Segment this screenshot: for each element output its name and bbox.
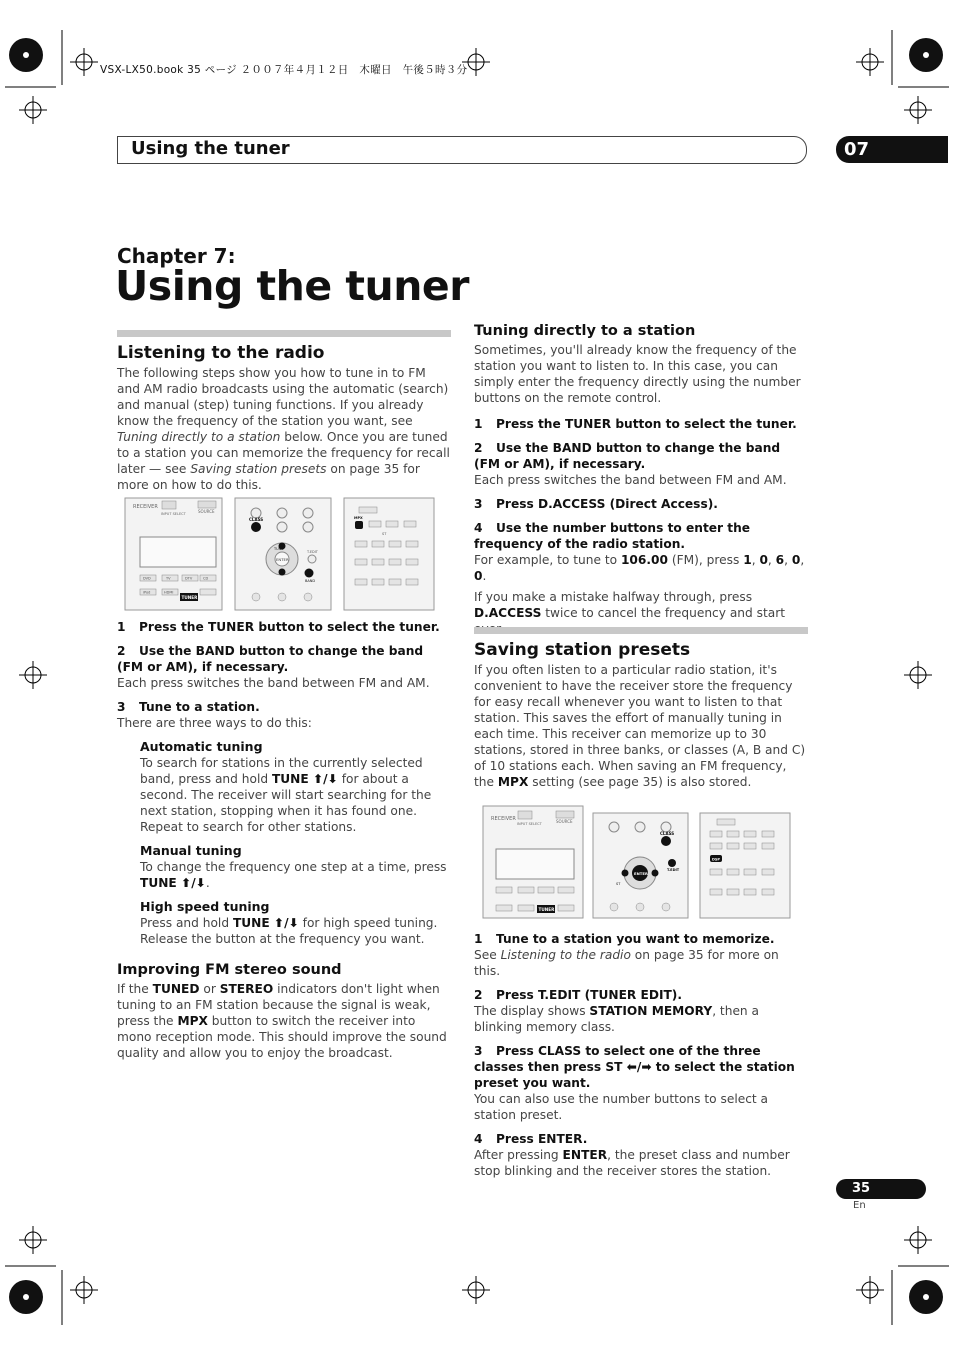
remote2-panel-functions (700, 813, 790, 918)
automatic-tuning-body: To search for stations in the currently selected band, press and hold TUNE ⬆/⬇ for about a second. The receiver will start searching for the next station, stopping when it has found one. Repeat to search for other stations. (140, 756, 432, 834)
remote-figure-1 (124, 497, 454, 612)
direct-step-2-body: Each press switches the band between FM and AM. (474, 473, 787, 487)
fig1-tedit-label: T.EDIT (307, 550, 318, 554)
chapter-label: Chapter 7: (117, 244, 236, 268)
fig1-source-label: SOURCE (198, 509, 215, 514)
fig1-enter-label: ENTER (276, 557, 289, 562)
fig1-cd-label: CD (203, 576, 209, 581)
fig2-st-label: ST (616, 882, 621, 886)
fig1-input-label: INPUT SELECT (161, 512, 186, 516)
direct-intro: Sometimes, you'll already know the frequency of the station you want to listen to. In this case, you can simply enter the frequency directly using the number buttons on the remote control. (474, 343, 801, 405)
fig1-receiver-label: RECEIVER (133, 504, 158, 510)
direct-step-4-body: For example, to tune to 106.00 (FM), press 1, 0, 6, 0, 0. (474, 553, 805, 583)
link-tuning-directly[interactable]: Tuning directly to a station (117, 430, 281, 444)
file-header: VSX-LX50.book 35 ページ ２００７年４月１２日 木曜日 午後５時３分 (100, 64, 468, 76)
direct-step-4: 4 Use the number buttons to enter the frequency of the radio station. (474, 521, 751, 551)
header-title: Using the tuner (131, 138, 290, 159)
direct-step-3: 3 Press D.ACCESS (Direct Access). (474, 497, 718, 511)
mistake-body: If you make a mistake halfway through, press D.ACCESS twice to cancel the frequency and start (474, 590, 786, 620)
save-step-3-body: You can also use the number buttons to select a station preset. (474, 1092, 769, 1122)
automatic-tuning-title: Automatic tuning (140, 739, 263, 754)
fig2-input-label: INPUT SELECT (517, 822, 542, 826)
fig2-tedit-label: T.EDIT (667, 868, 680, 872)
fig1-dvd-label: DVD (143, 576, 151, 581)
left-column-steps (117, 611, 451, 1061)
fig1-hdmi-label: HDMI (164, 590, 174, 595)
high-speed-tuning-title: High speed tuning (140, 899, 270, 914)
fig1-band-label: BAND (305, 579, 316, 583)
save-step-1: 1 Tune to a station you want to memorize. (474, 932, 775, 946)
fig1-st-label: ST (382, 532, 387, 536)
save-step-2-body: The display shows STATION MEMORY, then a blinking memory class. (474, 1004, 760, 1034)
remote-panel-functions (344, 498, 434, 610)
remote-panel-keypad (235, 498, 331, 610)
heading-listening: Listening to the radio (117, 343, 325, 363)
fig1-tune-label: TUNE (274, 547, 284, 551)
direct-step-2: 2 Use the BAND button to change the band (FM or AM), if necessary. (474, 441, 781, 471)
fig2-class-label: CLASS (660, 831, 675, 836)
step-2: 2 Use the BAND button to change the band (FM or AM), if necessary. (117, 644, 424, 674)
save-step-4-body: After pressing ENTER, the preset class and number stop blinking and the receiver stores the station. (474, 1148, 790, 1178)
manual-tuning-body: To change the frequency one step at a time, press TUNE ⬆/⬇. (140, 860, 447, 890)
fig2-tuner-button: TUNER (538, 907, 555, 912)
right-column-saving (474, 627, 808, 790)
step-3-body: There are three ways to do this: (117, 716, 312, 730)
fig1-ipod-label: iPod (143, 590, 151, 595)
save-step-1-body: See Listening to the radio on page 35 for more on this. (474, 948, 779, 978)
link-saving-presets[interactable]: Saving station presets (190, 462, 327, 476)
save-step-4: 4 Press ENTER. (474, 1132, 588, 1146)
page-language: En (853, 1200, 866, 1211)
fig1-tv-label: TV (166, 576, 171, 581)
tuning-methods (140, 731, 451, 947)
fig2-dsp-label: DSP (712, 857, 720, 862)
heading-tuning-directly: Tuning directly to a station (474, 323, 696, 339)
heading-saving-presets: Saving station presets (474, 640, 691, 660)
save-step-3: 3 Press CLASS to select one of the three classes then press ST ⬅/➡ to select the station preset you want. (474, 1044, 795, 1090)
section-bar (117, 330, 451, 337)
right-column-top (474, 322, 808, 637)
heading-fm-stereo: Improving FM stereo sound (117, 962, 342, 978)
manual-tuning-title: Manual tuning (140, 843, 242, 858)
fig2-source-label: SOURCE (556, 819, 573, 824)
fig2-receiver-label: RECEIVER (491, 816, 516, 822)
remote2-panel-receiver (483, 806, 583, 918)
fig1-class-label: CLASS (249, 517, 264, 522)
save-step-2: 2 Press T.EDIT (TUNER EDIT). (474, 988, 683, 1002)
fig2-enter-label: ENTER (634, 871, 648, 876)
step-1: 1 Press the TUNER button to select the tuner. (117, 620, 440, 634)
fm-stereo-body: If the TUNED or STEREO indicators don't light when tuning to an FM station because the signal is weak, press the MPX button to switch the receiver into mono reception mode. This should improve the sound quality and allow you to enjoy the broadcast. (117, 982, 447, 1060)
chapter-number-tab: 07 (836, 136, 948, 163)
direct-step-1: 1 Press the TUNER button to select the tuner. (474, 417, 797, 431)
fig1-dtv-label: DTV (185, 576, 193, 581)
right-column-saving-steps (474, 923, 808, 1179)
page-number: 35 (836, 1179, 926, 1199)
section-bar (474, 627, 808, 634)
high-speed-tuning-body: Press and hold TUNE ⬆/⬇ for high speed tuning. Release the button at the frequency you want. (140, 916, 438, 946)
saving-intro: If you often listen to a particular radio station, it's convenient to have the receiver store the frequency for easy recall whenever you want to listen to that station. This saves the effort of manually tuning in each time. This receiver can memorize up to 30 stations, stored in three banks, or classes (A, B and C) of 10 stations each. When saving an FM frequency, the MPX setting (see page 35) is also stored. (474, 663, 806, 789)
step-3: 3 Tune to a station. (117, 700, 260, 714)
remote-panel-receiver (125, 498, 222, 610)
step-2-body: Each press switches the band between FM and AM. (117, 676, 430, 690)
remote2-panel-keypad (593, 813, 688, 918)
intro-paragraph: The following steps show you how to tune in to FM and AM radio broadcasts using the automatic (search) and manual (step) tuning functions. If you already know the frequency of the station you want, see Tuning directly to a station below. Once you are tuned to a station you can memorize the frequency for recall later — see Saving station presets on page 35 for more on how to do this. (117, 366, 450, 492)
left-column-top (117, 330, 451, 493)
remote-figure-2 (482, 805, 794, 920)
fig1-tuner-button: TUNER (181, 595, 198, 600)
link-listening-radio[interactable]: Listening to the radio (500, 948, 631, 962)
chapter-title: Using the tuner (115, 262, 469, 310)
fig1-mpx-label: MPX (354, 516, 363, 520)
